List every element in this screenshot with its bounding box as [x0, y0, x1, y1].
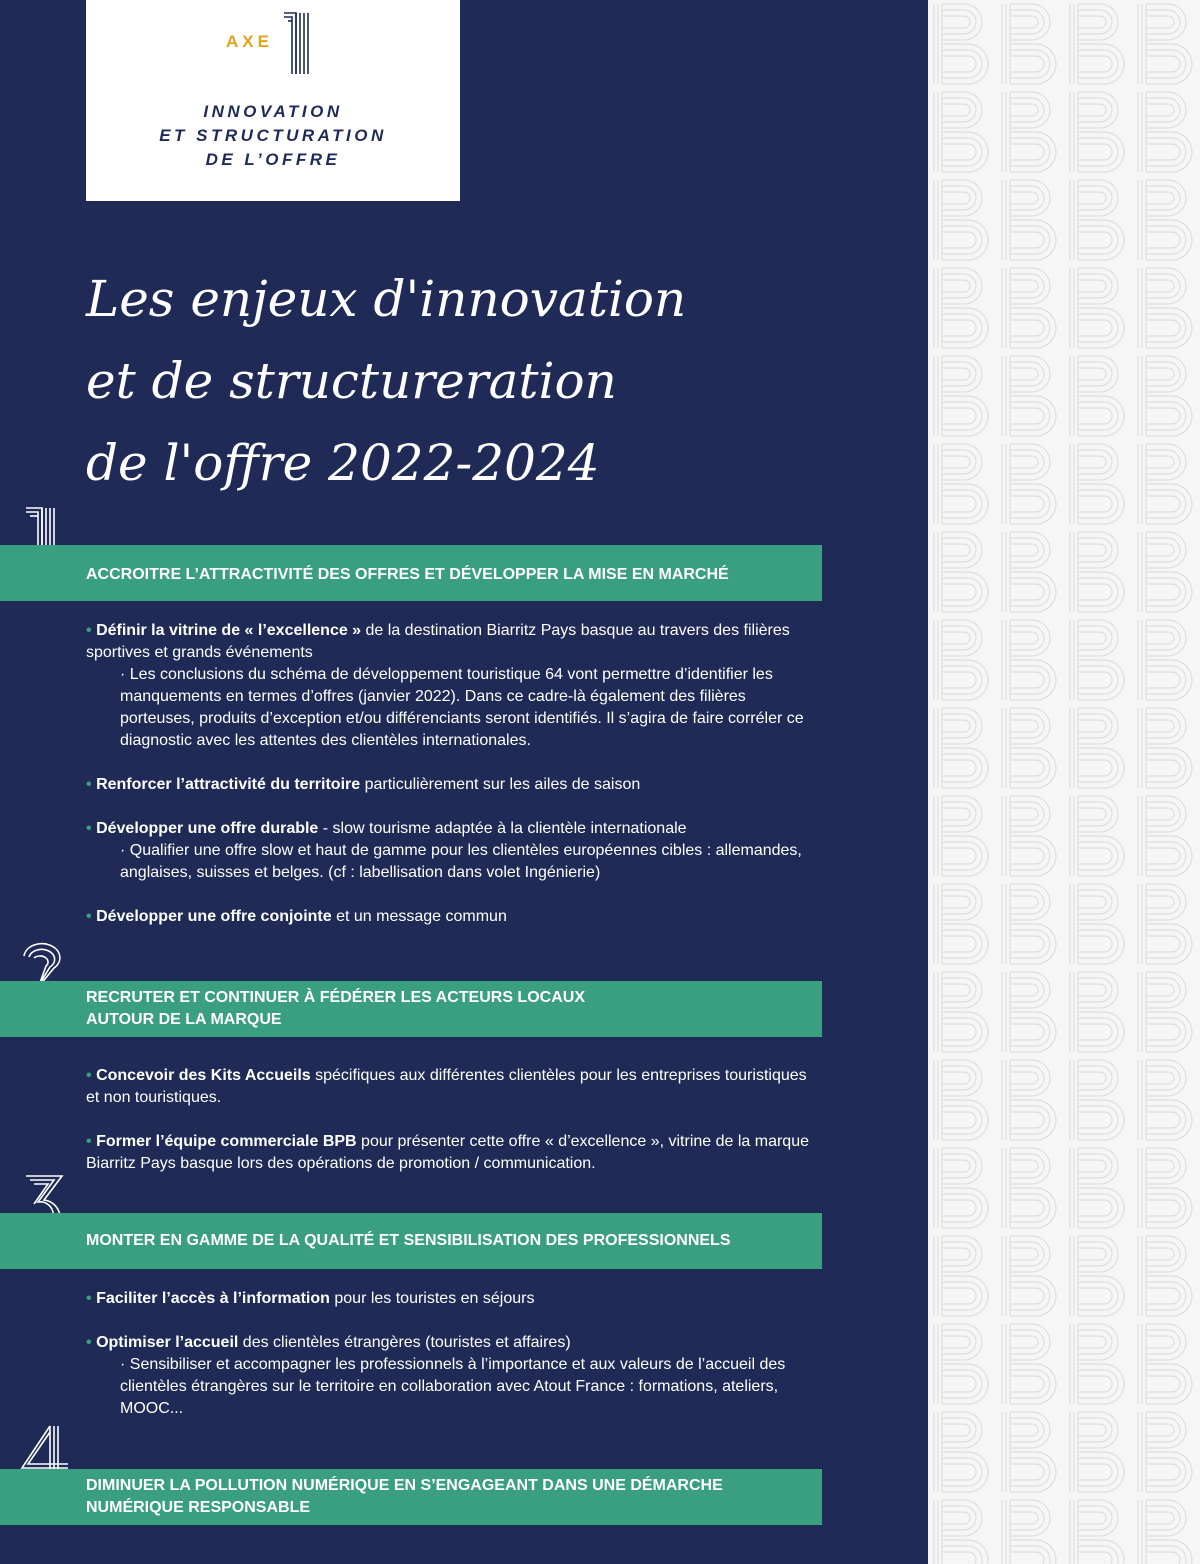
bullet: • [86, 1067, 92, 1084]
axe-label: AXE [226, 32, 273, 51]
section-heading-line: AUTOUR DE LA MARQUE [86, 1011, 282, 1028]
section-heading-line: NUMÉRIQUE RESPONSABLE [86, 1499, 311, 1516]
section-heading-line: MONTER EN GAMME DE LA QUALITÉ ET SENSIBILISATION DES PROFESSIONNELS [86, 1232, 731, 1249]
list-item [86, 1065, 816, 1109]
item-text: particulièrement sur les ailes de saison [360, 776, 641, 793]
list-item [86, 1332, 816, 1354]
section-heading [86, 1475, 723, 1519]
item-bold: Concevoir des Kits Accueils [96, 1067, 311, 1084]
page-title-line: de l'offre 2022-2024 [86, 434, 600, 492]
section-content [86, 1288, 816, 1420]
axe-title-line: INNOVATION [203, 102, 343, 121]
axe-title-line: DE L’OFFRE [205, 150, 341, 169]
item-text: et un message commun [331, 908, 507, 925]
item-text: pour les touristes en séjours [329, 1290, 535, 1307]
page-title-line: et de structureration [86, 352, 617, 410]
page-title-line: Les enjeux d'innovation [86, 270, 687, 328]
item-bold: Faciliter l’accès à l’information [96, 1290, 330, 1307]
item-text: des clientèles étrangères (touristes et affaires) [238, 1334, 571, 1351]
section-heading-line: ACCROITRE L’ATTRACTIVITÉ DES OFFRES ET DÉVELOPPER LA MISE EN MARCHÉ [86, 566, 729, 583]
sub-item: · Qualifier une offre slow et haut de gamme pour les clientèles européennes cibles : allemandes, anglaises, suisses et belges. (cf : labellisation dans volet Ingénierie) [120, 842, 802, 881]
axe-title-line: ET STRUCTURATION [159, 126, 387, 145]
item-bold: Définir la vitrine de « l’excellence » [96, 622, 362, 639]
list-item [86, 620, 816, 664]
axe-title [86, 100, 460, 172]
item-bold: Développer une offre conjointe [96, 908, 332, 925]
section-heading-bar [0, 545, 822, 601]
sub-item-text: Sensibiliser et accompagner les professionnels à l’importance et aux valeurs de l’accueil des clientèles étrangères sur le territoire en collaboration avec Atout France : formations, ateliers, MOOC... [120, 1356, 786, 1417]
bullet: • [86, 908, 92, 925]
sub-item: · Sensibiliser et accompagner les professionnels à l’importance et aux valeurs de l’accueil des clientèles étrangères sur le territoire en collaboration avec Atout France : formations, ateliers, MOOC... [120, 1356, 786, 1417]
axe-header [86, 0, 460, 201]
item-bold: Renforcer l’attractivité du territoire [96, 776, 361, 793]
sub-item: · Les conclusions du schéma de développement touristique 64 vont permettre d’identifier les manquements en termes d’offres (janvier 2022). Dans ce cadre-là également des filières porteuses, produits d’exception et/ou différenciants seront identifiés. Il s’agira de faire corréler ce diagnostic avec les attentes des clientèles internationales. [120, 666, 804, 749]
section-heading-bar [0, 981, 822, 1037]
section-heading-line: DIMINUER LA POLLUTION NUMÉRIQUE EN S’ENGAGEANT DANS UNE DÉMARCHE [86, 1477, 723, 1494]
sub-item-text: Qualifier une offre slow et haut de gamme pour les clientèles européennes cibles : allemandes, anglaises, suisses et belges. (cf : labellisation dans volet Ingénierie) [120, 842, 802, 881]
section-content [86, 620, 816, 928]
page-title [86, 258, 806, 504]
sub-item-text: Les conclusions du schéma de développement touristique 64 vont permettre d’identifier les manquements en termes d’offres (janvier 2022). Dans ce cadre-là également des filières porteuses, produits d’exception et/ou différenciants seront identifiés. Il s’agira de faire corréler ce diagnostic avec les attentes des clientèles internationales. [120, 666, 804, 749]
list-item [86, 774, 816, 796]
list-item [86, 818, 816, 840]
bullet: • [86, 1133, 92, 1150]
section-heading-bar [0, 1213, 822, 1269]
section-content [86, 1065, 816, 1175]
section-heading-line: RECRUTER ET CONTINUER À FÉDÉRER LES ACTEURS LOCAUX [86, 989, 585, 1006]
axe-number-one-graphic [282, 10, 314, 76]
list-item [86, 1131, 816, 1175]
item-bold: Former l’équipe commerciale BPB [96, 1133, 357, 1150]
item-bold: Développer une offre durable [96, 820, 319, 837]
item-text: pour présenter cette offre « d’excellence », vitrine de la marque Biarritz Pays basque lors des opérations de promotion / communication. [86, 1133, 809, 1172]
bullet: • [86, 820, 92, 837]
decorative-pattern [928, 0, 1200, 1564]
item-text: spécifiques aux différentes clientèles pour les entreprises touristiques et non touristiques. [86, 1067, 807, 1106]
bullet: • [86, 776, 92, 793]
bullet: • [86, 1334, 92, 1351]
bullet: • [86, 1290, 92, 1307]
list-item [86, 906, 816, 928]
section-heading-bar [0, 1469, 822, 1525]
list-item [86, 1288, 816, 1310]
section-heading [86, 987, 585, 1031]
item-text: de la destination Biarritz Pays basque au travers des filières sportives et grands événements [86, 622, 790, 661]
section-heading [86, 564, 729, 586]
bullet: • [86, 622, 92, 639]
section-heading [86, 1230, 730, 1252]
item-text: - slow tourisme adaptée à la clientèle internationale [318, 820, 687, 837]
item-bold: Optimiser l’accueil [96, 1334, 239, 1351]
